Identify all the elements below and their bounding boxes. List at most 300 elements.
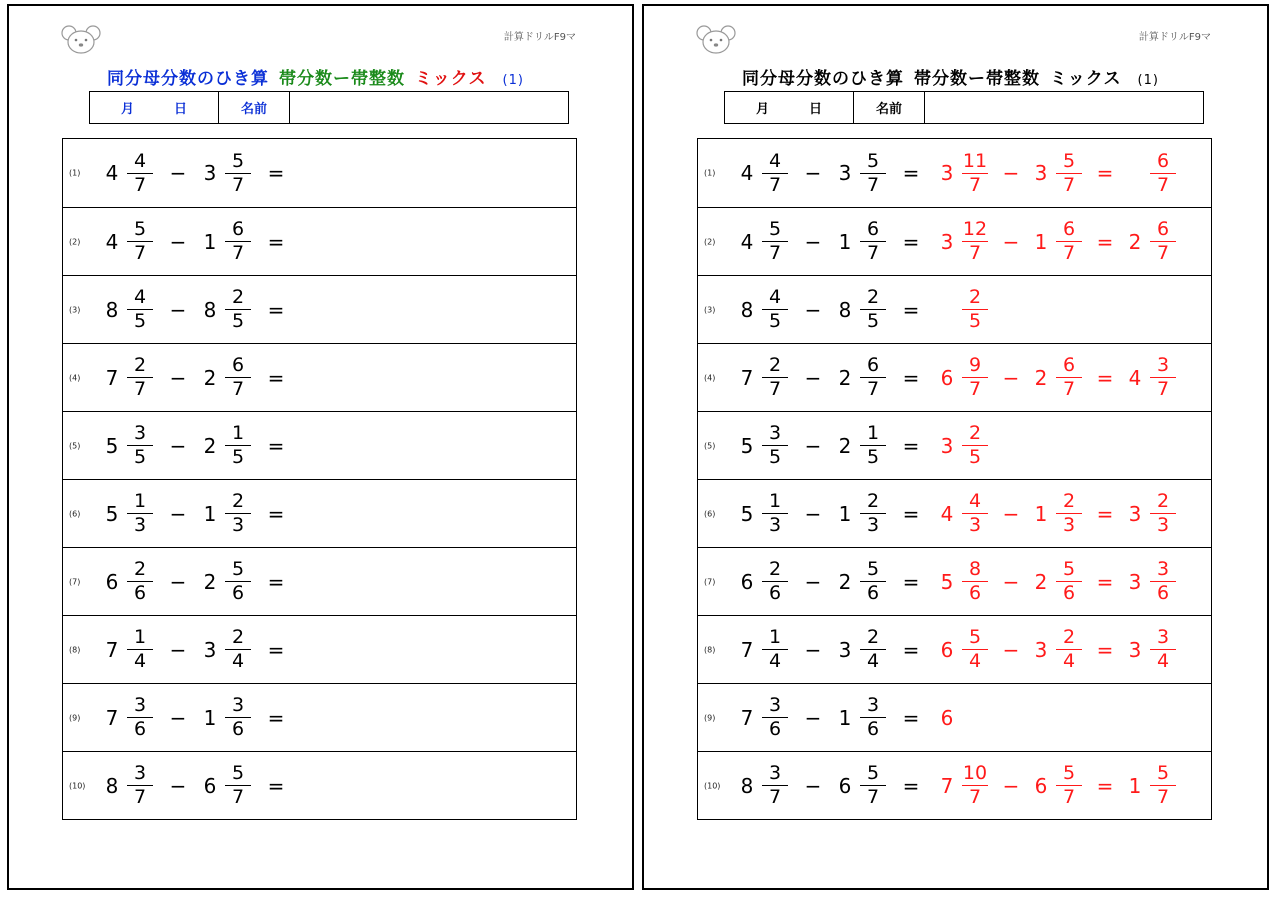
mascot-logo-icon — [696, 24, 736, 56]
mixed-number-whole: 5 — [940, 569, 954, 594]
problem-expression — [738, 752, 934, 819]
equals-sign: = — [1096, 501, 1114, 526]
problem-expression — [738, 684, 934, 751]
minus-sign: − — [1002, 501, 1020, 526]
fraction — [1148, 762, 1178, 809]
fraction — [858, 694, 888, 741]
problem-index: (1) — [69, 168, 81, 178]
fraction-denominator: 7 — [968, 242, 982, 264]
fraction — [223, 762, 253, 809]
fraction-denominator: 6 — [768, 718, 782, 740]
mixed-number-whole: 3 — [1128, 569, 1142, 594]
brand-label: 計算ドリルF9マ — [503, 32, 576, 43]
fraction-numerator: 5 — [866, 149, 880, 172]
equals-sign: = — [902, 637, 920, 662]
fraction — [760, 626, 790, 673]
minus-sign: − — [804, 637, 822, 662]
fraction-numerator: 2 — [968, 286, 982, 308]
problem-row — [63, 615, 576, 683]
mixed-number-whole: 2 — [203, 433, 217, 458]
equals-sign: = — [902, 569, 920, 594]
answer-expression — [938, 616, 1178, 683]
fraction-numerator: 3 — [1156, 626, 1170, 648]
fraction — [858, 150, 888, 197]
fraction — [760, 558, 790, 605]
minus-sign: − — [1002, 229, 1020, 254]
equals-sign: = — [902, 365, 920, 390]
mixed-number-whole: 3 — [940, 161, 954, 185]
fraction — [1054, 354, 1084, 401]
worksheet-problems — [7, 4, 634, 890]
equals-sign: = — [267, 705, 285, 730]
problem-index: (1) — [704, 168, 716, 178]
equals-sign: = — [902, 297, 920, 322]
fraction — [223, 626, 253, 673]
fraction-numerator: 1 — [866, 422, 880, 444]
fraction-numerator: 3 — [1156, 354, 1170, 376]
fraction — [125, 694, 155, 741]
problem-index: (7) — [69, 577, 81, 586]
fraction-numerator: 3 — [768, 762, 782, 784]
fraction-denominator: 6 — [133, 718, 147, 740]
problem-expression — [103, 548, 299, 615]
fraction-numerator: 3 — [133, 762, 147, 784]
mixed-number-whole: 6 — [1034, 773, 1048, 798]
name-label: 名前 — [219, 92, 290, 123]
fraction — [960, 286, 990, 333]
minus-sign: − — [804, 365, 822, 390]
fraction — [1054, 150, 1084, 197]
fraction-denominator: 7 — [768, 378, 782, 400]
title-part: 帯分数ー帯整数 — [914, 69, 1041, 89]
fraction — [125, 218, 155, 265]
fraction-numerator: 11 — [962, 149, 988, 172]
fraction-denominator: 6 — [231, 718, 245, 740]
title-part: ミックス — [415, 69, 487, 89]
problem-row — [63, 547, 576, 615]
fraction-denominator: 5 — [768, 446, 782, 468]
mixed-number-whole: 6 — [740, 569, 754, 594]
mixed-number-whole: 2 — [1128, 229, 1142, 254]
fraction-numerator: 3 — [133, 694, 147, 716]
fraction-denominator: 3 — [968, 514, 982, 536]
mixed-number-whole: 7 — [740, 705, 754, 730]
fraction-numerator: 4 — [768, 149, 782, 172]
fraction — [760, 422, 790, 469]
fraction-denominator: 4 — [1156, 650, 1170, 672]
name-input-field[interactable] — [290, 92, 568, 123]
fraction-numerator: 2 — [866, 626, 880, 648]
fraction — [858, 490, 888, 537]
equals-sign: = — [1096, 365, 1114, 390]
answer-expression — [938, 276, 990, 343]
name-date-box — [89, 91, 569, 124]
minus-sign: − — [804, 705, 822, 730]
equals-sign: = — [1096, 161, 1114, 185]
fraction — [760, 490, 790, 537]
fraction-numerator: 1 — [768, 490, 782, 512]
fraction-denominator: 5 — [231, 446, 245, 468]
name-input-field[interactable] — [925, 92, 1203, 123]
fraction-numerator: 3 — [768, 422, 782, 444]
date-field[interactable] — [725, 92, 854, 123]
equals-sign: = — [1096, 569, 1114, 594]
problem-row — [63, 411, 576, 479]
fraction-numerator: 2 — [231, 286, 245, 308]
fraction — [858, 558, 888, 605]
fraction — [125, 626, 155, 673]
fraction-denominator: 5 — [968, 446, 982, 468]
minus-sign: − — [169, 637, 187, 662]
mixed-number-whole: 8 — [740, 773, 754, 798]
minus-sign: − — [804, 569, 822, 594]
fraction-numerator: 9 — [968, 354, 982, 376]
problem-row — [698, 139, 1211, 207]
problem-index: (7) — [704, 577, 716, 586]
fraction-denominator: 7 — [1156, 378, 1170, 400]
fraction — [1148, 218, 1178, 265]
answer-expression — [938, 208, 1178, 275]
name-label: 名前 — [854, 92, 925, 123]
mixed-number-whole: 1 — [1034, 229, 1048, 254]
mixed-number-whole: 1 — [1034, 501, 1048, 526]
mixed-number-whole: 6 — [203, 773, 217, 798]
fraction-numerator: 3 — [133, 422, 147, 444]
problem-row — [63, 343, 576, 411]
fraction-numerator: 2 — [133, 354, 147, 376]
minus-sign: − — [169, 365, 187, 390]
problem-index: (5) — [69, 441, 81, 450]
fraction-denominator: 4 — [768, 650, 782, 672]
problem-expression — [738, 276, 934, 343]
fraction-numerator: 2 — [1062, 626, 1076, 648]
problem-index: (2) — [69, 237, 81, 246]
mixed-number-whole: 4 — [740, 161, 754, 185]
fraction-denominator: 7 — [866, 173, 880, 196]
equals-sign: = — [1096, 637, 1114, 662]
answer-expression — [938, 548, 1178, 615]
equals-sign: = — [267, 569, 285, 594]
mixed-number-whole: 8 — [203, 297, 217, 322]
fraction — [1148, 558, 1178, 605]
fraction-denominator: 5 — [866, 310, 880, 332]
mixed-number-whole: 4 — [105, 161, 119, 185]
fraction-denominator: 7 — [866, 378, 880, 400]
mixed-number-whole: 4 — [940, 501, 954, 526]
fraction-numerator: 2 — [968, 422, 982, 444]
problem-expression — [738, 139, 934, 207]
fraction-denominator: 7 — [231, 378, 245, 400]
problem-index: (8) — [704, 645, 716, 654]
fraction — [1148, 626, 1178, 673]
fraction-numerator: 1 — [768, 626, 782, 648]
fraction — [760, 354, 790, 401]
mixed-number-whole: 6 — [940, 705, 954, 730]
fraction-numerator: 5 — [968, 626, 982, 648]
fraction-denominator: 6 — [1062, 582, 1076, 604]
minus-sign: − — [169, 297, 187, 322]
problem-expression — [103, 752, 299, 819]
fraction-numerator: 8 — [968, 558, 982, 580]
fraction-denominator: 5 — [133, 446, 147, 468]
fraction-numerator: 2 — [768, 558, 782, 580]
mixed-number-whole: 2 — [838, 433, 852, 458]
equals-sign: = — [267, 161, 285, 185]
fraction — [125, 422, 155, 469]
problem-expression — [738, 616, 934, 683]
day-label: 日 — [174, 102, 188, 117]
minus-sign: − — [1002, 161, 1020, 185]
fraction-denominator: 5 — [968, 310, 982, 332]
fraction-numerator: 2 — [1156, 490, 1170, 512]
problem-index: (9) — [704, 713, 716, 722]
minus-sign: − — [169, 569, 187, 594]
fraction — [960, 762, 990, 809]
fraction-denominator: 7 — [1062, 173, 1076, 196]
mixed-number-whole: 8 — [838, 297, 852, 322]
fraction-denominator: 7 — [968, 173, 982, 196]
minus-sign: − — [169, 433, 187, 458]
fraction — [125, 286, 155, 333]
fraction-denominator: 6 — [866, 582, 880, 604]
title-part: 同分母分数のひき算 — [742, 69, 905, 89]
fraction — [960, 354, 990, 401]
fraction-numerator: 6 — [1062, 354, 1076, 376]
month-label: 月 — [120, 102, 134, 117]
problem-index: (5) — [704, 441, 716, 450]
fraction-denominator: 6 — [1156, 582, 1170, 604]
fraction — [760, 694, 790, 741]
minus-sign: − — [804, 773, 822, 798]
problem-expression — [738, 412, 934, 479]
mixed-number-whole: 3 — [940, 433, 954, 458]
fraction-numerator: 5 — [866, 558, 880, 580]
mixed-number-whole: 4 — [105, 229, 119, 254]
minus-sign: − — [1002, 773, 1020, 798]
mixed-number-whole: 6 — [838, 773, 852, 798]
mixed-number-whole: 3 — [1034, 161, 1048, 185]
month-label: 月 — [755, 102, 769, 117]
fraction-numerator: 4 — [133, 286, 147, 308]
fraction-denominator: 7 — [1156, 242, 1170, 264]
fraction — [125, 354, 155, 401]
fraction-numerator: 2 — [866, 490, 880, 512]
fraction — [223, 150, 253, 197]
fraction — [760, 762, 790, 809]
fraction — [858, 762, 888, 809]
fraction-denominator: 7 — [1156, 173, 1170, 196]
fraction — [760, 286, 790, 333]
title-number: (1) — [1137, 73, 1159, 88]
name-date-box — [724, 91, 1204, 124]
minus-sign: − — [804, 433, 822, 458]
problem-list — [697, 138, 1212, 820]
mixed-number-whole: 2 — [838, 365, 852, 390]
problem-index: (8) — [69, 645, 81, 654]
fraction-numerator: 3 — [866, 694, 880, 716]
fraction-numerator: 5 — [1062, 149, 1076, 172]
fraction-denominator: 7 — [1062, 378, 1076, 400]
equals-sign: = — [267, 365, 285, 390]
mascot-logo-icon — [61, 24, 101, 56]
problem-expression — [103, 208, 299, 275]
fraction — [1054, 490, 1084, 537]
fraction-numerator: 6 — [231, 354, 245, 376]
mixed-number-whole: 1 — [203, 705, 217, 730]
minus-sign: − — [169, 773, 187, 798]
fraction — [858, 218, 888, 265]
problem-index: (3) — [69, 305, 81, 314]
equals-sign: = — [902, 501, 920, 526]
problem-index: (2) — [704, 237, 716, 246]
mixed-number-whole: 5 — [105, 433, 119, 458]
mixed-number-whole: 7 — [105, 705, 119, 730]
minus-sign: − — [804, 161, 822, 185]
problem-row — [698, 343, 1211, 411]
fraction-numerator: 6 — [866, 354, 880, 376]
fraction-numerator: 5 — [768, 218, 782, 240]
fraction-numerator: 5 — [231, 558, 245, 580]
fraction — [223, 286, 253, 333]
title-part: ミックス — [1050, 69, 1122, 89]
fraction-numerator: 12 — [962, 218, 988, 240]
fraction — [125, 490, 155, 537]
fraction-numerator: 3 — [768, 694, 782, 716]
problem-row — [63, 751, 576, 819]
problem-expression — [103, 684, 299, 751]
fraction — [223, 490, 253, 537]
problem-index: (4) — [704, 373, 716, 382]
mixed-number-whole: 3 — [1034, 637, 1048, 662]
equals-sign: = — [267, 433, 285, 458]
mixed-number-whole: 5 — [105, 501, 119, 526]
fraction-numerator: 2 — [231, 626, 245, 648]
mixed-number-whole: 6 — [940, 365, 954, 390]
problem-row — [63, 139, 576, 207]
fraction-numerator: 2 — [866, 286, 880, 308]
fraction — [125, 558, 155, 605]
fraction-numerator: 6 — [231, 218, 245, 240]
problem-row — [698, 547, 1211, 615]
problem-expression — [103, 276, 299, 343]
mixed-number-whole: 7 — [105, 365, 119, 390]
problem-row — [698, 683, 1211, 751]
fraction-numerator: 3 — [231, 694, 245, 716]
fraction-denominator: 7 — [1156, 786, 1170, 808]
fraction-denominator: 7 — [231, 173, 245, 196]
minus-sign: − — [169, 705, 187, 730]
equals-sign: = — [267, 297, 285, 322]
mixed-number-whole: 1 — [838, 501, 852, 526]
day-label: 日 — [809, 102, 823, 117]
fraction-numerator: 5 — [866, 762, 880, 784]
mixed-number-whole: 3 — [838, 161, 852, 185]
mixed-number-whole: 3 — [838, 637, 852, 662]
equals-sign: = — [267, 501, 285, 526]
problem-expression — [738, 548, 934, 615]
fraction-denominator: 7 — [768, 242, 782, 264]
minus-sign: − — [1002, 637, 1020, 662]
problem-index: (9) — [69, 713, 81, 722]
title-number: (1) — [502, 73, 524, 88]
problem-expression — [103, 616, 299, 683]
fraction — [960, 422, 990, 469]
mixed-number-whole: 2 — [203, 569, 217, 594]
fraction — [858, 286, 888, 333]
fraction — [223, 422, 253, 469]
fraction — [1054, 762, 1084, 809]
fraction-denominator: 7 — [133, 173, 147, 196]
fraction-denominator: 4 — [1062, 650, 1076, 672]
equals-sign: = — [902, 705, 920, 730]
date-field[interactable] — [90, 92, 219, 123]
problem-expression — [738, 344, 934, 411]
problem-expression — [103, 344, 299, 411]
problem-row — [63, 207, 576, 275]
fraction — [1054, 626, 1084, 673]
mixed-number-whole: 5 — [740, 433, 754, 458]
fraction-denominator: 5 — [768, 310, 782, 332]
fraction — [223, 558, 253, 605]
fraction-denominator: 7 — [133, 242, 147, 264]
fraction-denominator: 3 — [866, 514, 880, 536]
fraction — [960, 218, 990, 265]
problem-expression — [738, 480, 934, 547]
fraction-numerator: 4 — [133, 149, 147, 172]
fraction-denominator: 6 — [231, 582, 245, 604]
fraction-numerator: 6 — [1062, 218, 1076, 240]
fraction — [1148, 490, 1178, 537]
minus-sign: − — [804, 229, 822, 254]
answer-expression — [938, 752, 1178, 819]
mixed-number-whole: 1 — [203, 229, 217, 254]
fraction-denominator: 3 — [768, 514, 782, 536]
mixed-number-whole: 3 — [1128, 637, 1142, 662]
fraction-numerator: 6 — [1156, 218, 1170, 240]
fraction — [1054, 558, 1084, 605]
mixed-number-whole: 2 — [203, 365, 217, 390]
minus-sign: − — [169, 501, 187, 526]
fraction-denominator: 7 — [133, 786, 147, 808]
mixed-number-whole: 3 — [940, 229, 954, 254]
problem-index: (6) — [704, 509, 716, 518]
mixed-number-whole: 7 — [105, 637, 119, 662]
mixed-number-whole: 8 — [105, 297, 119, 322]
problem-list — [62, 138, 577, 820]
mixed-number-whole: 3 — [1128, 501, 1142, 526]
fraction-denominator: 7 — [768, 173, 782, 196]
fraction-denominator: 5 — [231, 310, 245, 332]
fraction-denominator: 5 — [866, 446, 880, 468]
fraction-denominator: 7 — [231, 242, 245, 264]
fraction-denominator: 5 — [133, 310, 147, 332]
fraction-denominator: 6 — [866, 718, 880, 740]
mixed-number-whole: 8 — [105, 773, 119, 798]
fraction — [960, 490, 990, 537]
minus-sign: − — [1002, 569, 1020, 594]
equals-sign: = — [902, 433, 920, 458]
fraction-denominator: 7 — [968, 378, 982, 400]
fraction-denominator: 7 — [768, 786, 782, 808]
problem-row — [63, 275, 576, 343]
fraction-numerator: 2 — [231, 490, 245, 512]
equals-sign: = — [267, 773, 285, 798]
problem-index: (10) — [69, 781, 86, 790]
mixed-number-whole: 3 — [203, 161, 217, 185]
fraction-denominator: 3 — [1156, 514, 1170, 536]
title-part: 同分母分数のひき算 — [107, 69, 270, 89]
fraction-numerator: 1 — [133, 490, 147, 512]
